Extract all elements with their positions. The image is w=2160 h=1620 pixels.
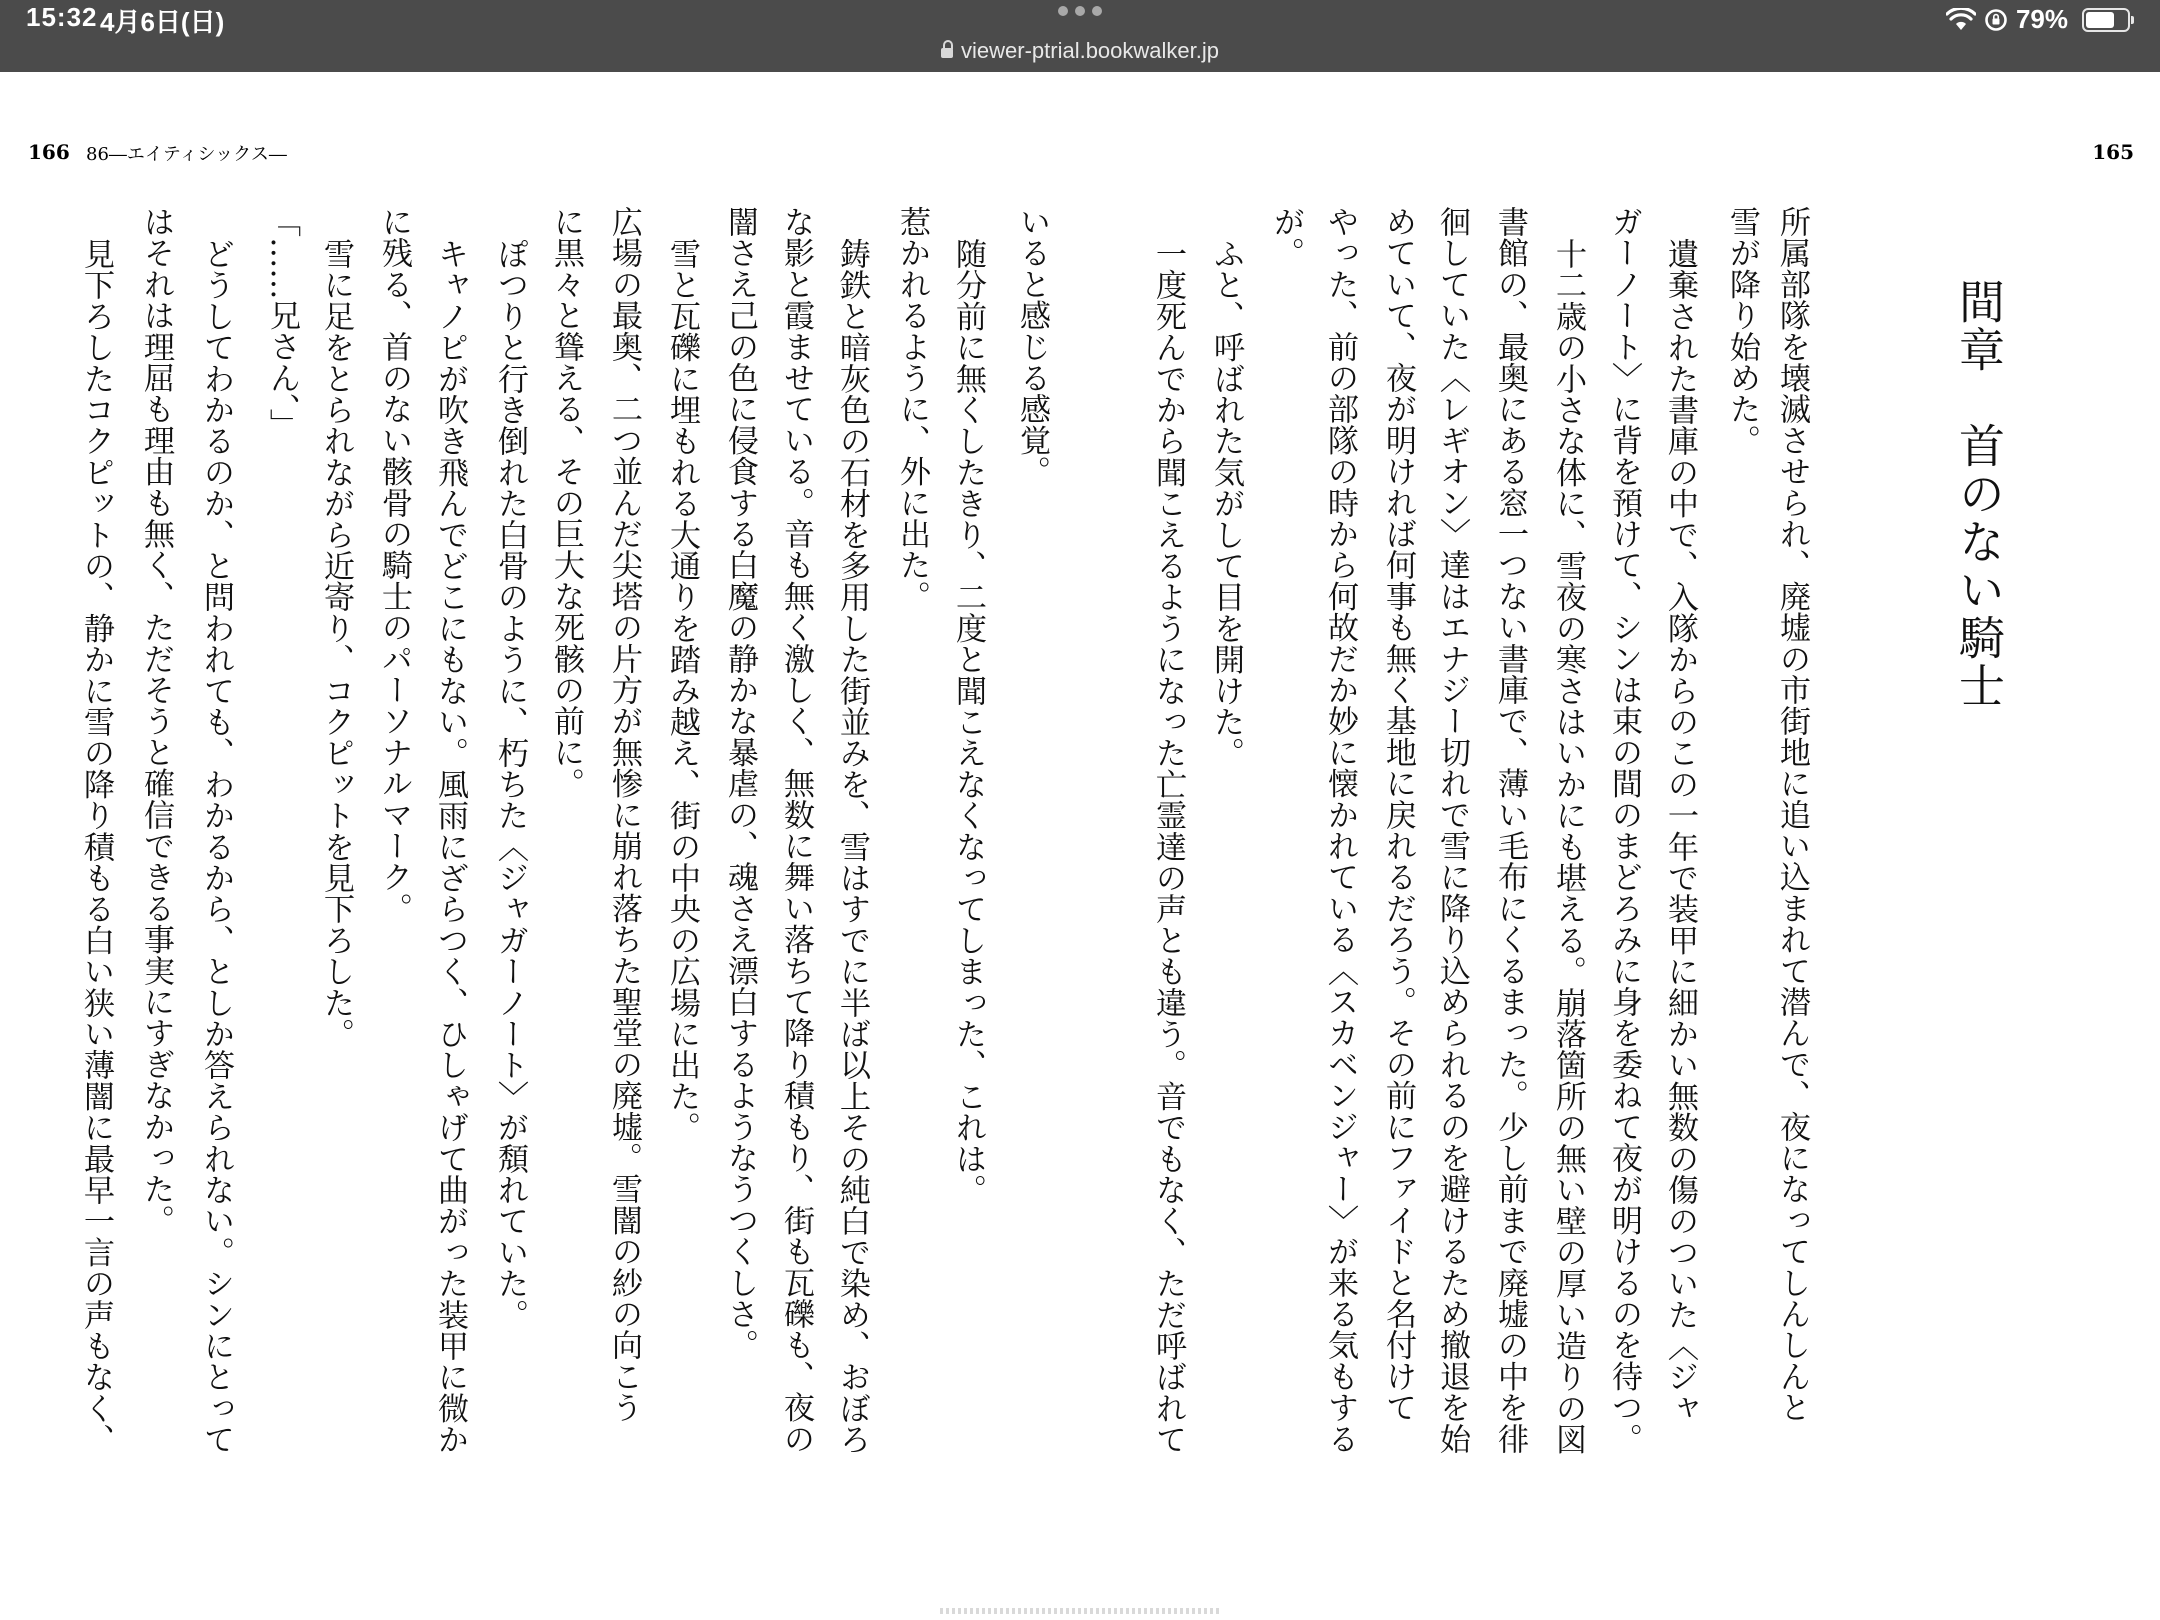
multitasking-dots-icon[interactable] — [1058, 6, 1102, 16]
text-line: が。 — [1268, 206, 1304, 269]
status-bar — [0, 0, 2160, 72]
text-line: 広場の最奥、二つ並んだ尖塔の片方が無惨に崩れ落ちた聖堂の廃墟。雪闇の紗の向こう — [606, 206, 642, 1423]
text-line: どうしてわかるのか、と問われても、わかるから、としか答えられない。シンにとって — [198, 238, 234, 1455]
text-line: に残る、首のない骸骨の騎士のパーソナルマーク。 — [376, 206, 412, 924]
text-line: 雪と瓦礫に埋もれる大通りを踏み越え、街の中央の広場に出た。 — [664, 238, 700, 1143]
status-date: 4月6日(日) — [100, 7, 225, 37]
text-line: めていて、夜が明ければ何事も無く基地に戻れるだろう。その前にファイドと名付けて — [1380, 206, 1416, 1423]
right-page-number: 165 — [2092, 140, 2134, 164]
text-line: 随分前に無くしたきり、二度と聞こえなくなってしまった、これは。 — [950, 238, 986, 1206]
text-line: 書館の、最奥にある窓一つない書庫で、薄い毛布にくるまった。少し前まで廃墟の中を徘 — [1492, 206, 1528, 1454]
text-line: 鋳鉄と暗灰色の石材を多用した街並みを、雪はすでに半ば以上その純白で染め、おぼろ — [834, 238, 870, 1455]
text-line: な影と霞ませている。音も無く激しく、無数に舞い落ちて降り積もり、街も瓦礫も、夜の — [778, 206, 814, 1454]
page-edge-mark — [940, 1608, 1220, 1614]
text-line: キャノピが吹き飛んでどこにもない。風雨にざらつく、ひしゃげて曲がった装甲に微か — [432, 238, 468, 1455]
status-time: 15:32 — [26, 2, 98, 32]
address-url: viewer-ptrial.bookwalker.jp — [961, 38, 1219, 63]
text-line: 雪が降り始めた。 — [1724, 206, 1760, 456]
text-line: 惹かれるように、外に出た。 — [894, 206, 930, 612]
rotation-lock-icon — [1984, 8, 2008, 32]
status-indicators — [1946, 4, 2130, 35]
text-line: やった、前の部隊の時から何故だか妙に懐かれている〈スカベンジャー〉が来る気もする — [1322, 206, 1358, 1454]
address-bar[interactable] — [941, 38, 1219, 64]
text-line: 「……兄さん、」 — [264, 206, 300, 440]
text-line: 徊していた〈レギオン〉達はエナジー切れで雪に降り込められるのを避けるため撤退を始 — [1434, 206, 1470, 1454]
battery-percent: 79% — [2015, 4, 2068, 34]
wifi-icon — [1946, 8, 1976, 32]
text-line: ガーノート〉に背を預けて、シンは束の間のまどろみに身を委ねて夜が明けるのを待つ。 — [1606, 206, 1642, 1454]
battery-icon — [2082, 8, 2130, 32]
chapter-title: 間章 首のない騎士 — [1952, 278, 2006, 710]
left-page-number: 166 — [28, 140, 70, 164]
text-line: ふと、呼ばれた気がして目を開けた。 — [1208, 238, 1244, 769]
text-line: に黒々と聳える、その巨大な死骸の前に。 — [548, 206, 584, 799]
text-line: 雪に足をとられながら近寄り、コクピットを見下ろした。 — [318, 238, 354, 1050]
text-line: はそれは理屈も理由も無く、ただそうと確信できる事実にすぎなかった。 — [138, 206, 174, 1236]
running-head: 86―エイティシックス― — [86, 144, 287, 165]
text-line: 十二歳の小さな体に、雪夜の寒さはいかにも堪える。崩落箇所の無い壁の厚い造りの図 — [1550, 238, 1586, 1455]
text-line: ぽつりと行き倒れた白骨のように、朽ちた〈ジャガーノート〉が頽れていた。 — [492, 238, 528, 1330]
text-line: いると感じる感覚。 — [1014, 206, 1050, 487]
text-line: 一度死んでから聞こえるようになった亡霊達の声とも違う。音でもなく、ただ呼ばれて — [1150, 238, 1186, 1455]
text-line: 見下ろしたコクピットの、静かに雪の降り積もる白い狭い薄闇に最早一言の声もなく、 — [78, 238, 114, 1455]
lock-icon — [941, 44, 953, 58]
text-line: 闇さえ己の色に侵食する白魔の静かな暴虐の、魂さえ漂白するようなうつくしさ。 — [722, 206, 758, 1361]
text-line: 遺棄された書庫の中で、入隊からのこの一年で装甲に細かい無数の傷のついた〈ジャ — [1662, 238, 1698, 1424]
text-line: 所属部隊を壊滅させられ、廃墟の市街地に追い込まれて潜んで、夜になってしんしんと — [1774, 206, 1810, 1423]
